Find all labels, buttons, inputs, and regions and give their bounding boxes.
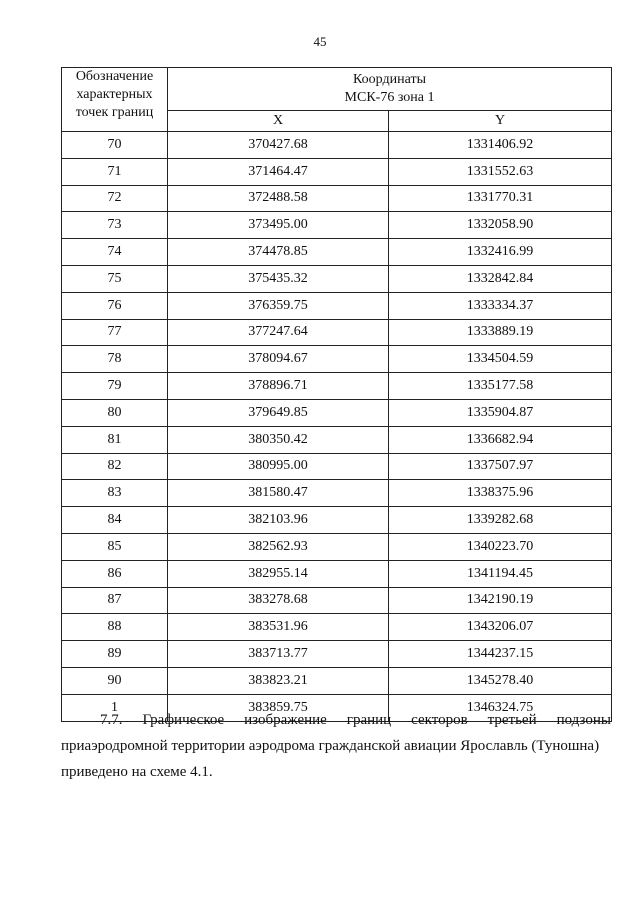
table-row <box>62 641 612 668</box>
point-cell: 90 <box>62 667 168 694</box>
x-cell: 382562.93 <box>168 533 389 560</box>
y-cell: 1338375.96 <box>389 480 612 507</box>
y-cell: 1337507.97 <box>389 453 612 480</box>
y-cell: 1339282.68 <box>389 507 612 534</box>
table-row <box>62 614 612 641</box>
table-row <box>62 292 612 319</box>
point-cell: 73 <box>62 212 168 239</box>
point-cell: 85 <box>62 533 168 560</box>
paragraph-word: границ <box>346 712 392 728</box>
x-cell: 378094.67 <box>168 346 389 373</box>
header-coordinates-line: МСК-76 зона 1 <box>344 89 435 105</box>
header-designation <box>62 68 168 132</box>
table-row <box>62 185 612 212</box>
point-cell: 70 <box>62 132 168 159</box>
point-cell: 88 <box>62 614 168 641</box>
table-row <box>62 346 612 373</box>
table-row <box>62 667 612 694</box>
x-cell: 380350.42 <box>168 426 389 453</box>
y-cell: 1332058.90 <box>389 212 612 239</box>
x-cell: 370427.68 <box>168 132 389 159</box>
y-cell: 1331552.63 <box>389 158 612 185</box>
table-row <box>62 212 612 239</box>
table-row <box>62 319 612 346</box>
x-cell: 377247.64 <box>168 319 389 346</box>
y-cell: 1336682.94 <box>389 426 612 453</box>
table-row <box>62 239 612 266</box>
point-cell: 87 <box>62 587 168 614</box>
x-cell: 383713.77 <box>168 641 389 668</box>
x-cell: 372488.58 <box>168 185 389 212</box>
point-cell: 78 <box>62 346 168 373</box>
x-cell: 371464.47 <box>168 158 389 185</box>
table-row <box>62 480 612 507</box>
header-x: X <box>168 110 389 131</box>
table-header-row <box>62 68 612 111</box>
table-row <box>62 373 612 400</box>
point-cell: 84 <box>62 507 168 534</box>
paragraph-7-7 <box>61 707 611 785</box>
table-body <box>62 132 612 722</box>
paragraph-word: подзоны <box>556 712 611 728</box>
point-cell: 83 <box>62 480 168 507</box>
x-cell: 381580.47 <box>168 480 389 507</box>
y-cell: 1332416.99 <box>389 239 612 266</box>
x-cell: 383278.68 <box>168 587 389 614</box>
point-cell: 82 <box>62 453 168 480</box>
x-cell: 376359.75 <box>168 292 389 319</box>
paragraph-word: Графическое <box>142 712 225 728</box>
point-cell: 89 <box>62 641 168 668</box>
x-cell: 374478.85 <box>168 239 389 266</box>
x-cell: 383823.21 <box>168 667 389 694</box>
y-cell: 1331770.31 <box>389 185 612 212</box>
point-cell: 76 <box>62 292 168 319</box>
x-cell: 382955.14 <box>168 560 389 587</box>
table-row <box>62 426 612 453</box>
y-cell: 1333889.19 <box>389 319 612 346</box>
header-designation-line: Обозначение <box>75 69 154 84</box>
point-cell: 80 <box>62 399 168 426</box>
paragraph-line-3: приведено на схеме 4.1. <box>61 764 213 780</box>
y-cell: 1335177.58 <box>389 373 612 400</box>
point-cell: 72 <box>62 185 168 212</box>
x-cell: 375435.32 <box>168 265 389 292</box>
header-coordinates <box>168 68 612 111</box>
x-cell: 383531.96 <box>168 614 389 641</box>
y-cell: 1333334.37 <box>389 292 612 319</box>
table-row <box>62 265 612 292</box>
point-cell: 79 <box>62 373 168 400</box>
y-cell: 1343206.07 <box>389 614 612 641</box>
table-row <box>62 399 612 426</box>
y-cell: 1340223.70 <box>389 533 612 560</box>
table-row <box>62 587 612 614</box>
x-cell: 373495.00 <box>168 212 389 239</box>
header-designation-line: характерных <box>76 87 153 102</box>
table-row <box>62 158 612 185</box>
y-cell: 1331406.92 <box>389 132 612 159</box>
y-cell: 1332842.84 <box>389 265 612 292</box>
table-row <box>62 533 612 560</box>
paragraph-word: 7.7. <box>100 712 123 728</box>
x-cell: 379649.85 <box>168 399 389 426</box>
x-cell: 378896.71 <box>168 373 389 400</box>
header-coordinates-line: Координаты <box>353 71 426 87</box>
header-designation-line: точек границ <box>75 105 154 120</box>
table-row <box>62 453 612 480</box>
table-row <box>62 560 612 587</box>
y-cell: 1341194.45 <box>389 560 612 587</box>
x-cell: 382103.96 <box>168 507 389 534</box>
y-cell: 1342190.19 <box>389 587 612 614</box>
paragraph-word: третьей <box>487 712 537 728</box>
y-cell: 1346324.75 <box>389 694 612 721</box>
point-cell: 77 <box>62 319 168 346</box>
y-cell: 1334504.59 <box>389 346 612 373</box>
point-cell: 81 <box>62 426 168 453</box>
paragraph-line-1 <box>61 707 611 733</box>
point-cell: 71 <box>62 158 168 185</box>
point-cell: 86 <box>62 560 168 587</box>
point-cell: 75 <box>62 265 168 292</box>
paragraph-word: секторов <box>411 712 468 728</box>
header-y: Y <box>389 110 612 131</box>
table-row <box>62 132 612 159</box>
y-cell: 1335904.87 <box>389 399 612 426</box>
table-row <box>62 507 612 534</box>
coordinates-table <box>61 67 612 722</box>
point-cell: 74 <box>62 239 168 266</box>
point-cell: 1 <box>62 694 168 721</box>
page-number: 45 <box>313 34 327 49</box>
paragraph-word: изображение <box>244 712 327 728</box>
x-cell: 380995.00 <box>168 453 389 480</box>
y-cell: 1344237.15 <box>389 641 612 668</box>
paragraph-line-2: приаэродромной территории аэродрома гражданской авиации Ярославль (Туношна) <box>61 738 600 754</box>
y-cell: 1345278.40 <box>389 667 612 694</box>
x-cell: 383859.75 <box>168 694 389 721</box>
